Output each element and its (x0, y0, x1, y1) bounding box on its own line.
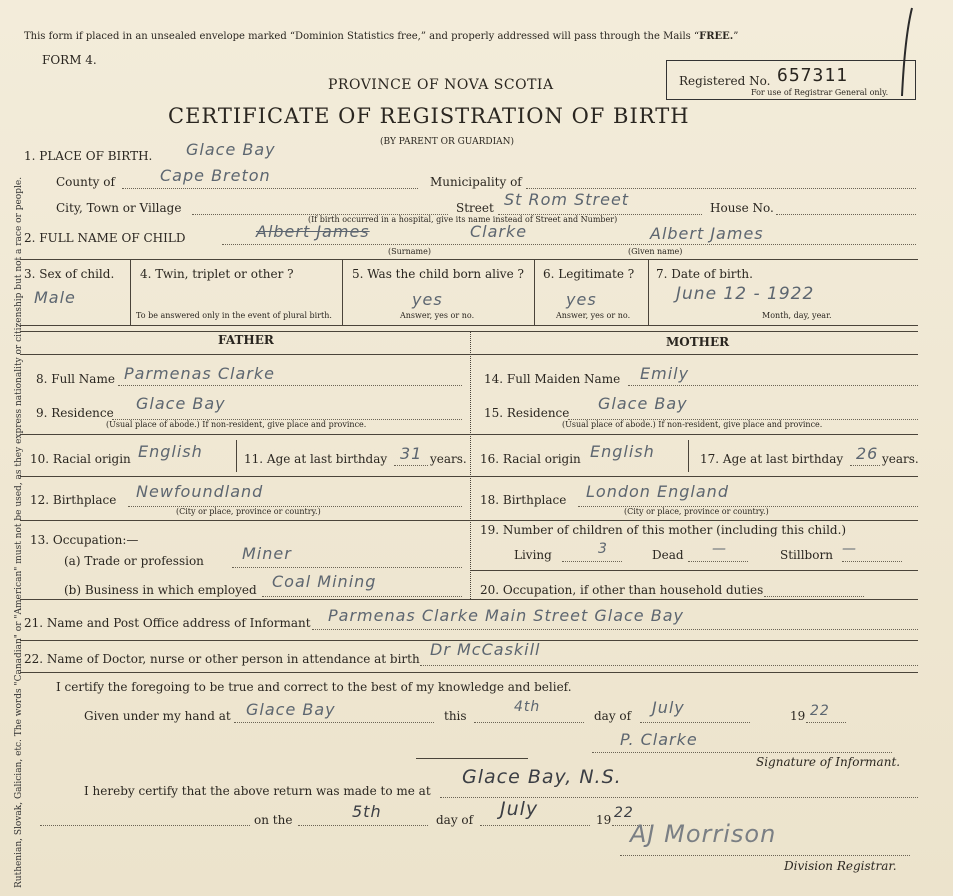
divider (470, 520, 918, 521)
given-place-value: Glace Bay (246, 700, 336, 719)
province-heading: PROVINCE OF NOVA SCOTIA (328, 77, 554, 93)
registrar-day-value: 5th (352, 802, 382, 821)
father-occupation-label: 13. Occupation:— (30, 533, 139, 547)
father-birthplace-note: (City or place, province or country.) (176, 507, 321, 516)
father-residence-note: (Usual place of abode.) If non-resident, give place and province. (106, 420, 367, 429)
father-birthplace-label: 12. Birthplace (30, 493, 117, 507)
registrar-day-of: day of (436, 813, 474, 827)
certify-statement: I certify the foregoing to be true and correct to the best of my knowledge and belief. (56, 680, 572, 694)
mother-age-line (850, 465, 880, 466)
informant-signature: P. Clarke (620, 730, 698, 749)
father-trade-line (232, 567, 462, 568)
year-prefix: 19 (790, 709, 806, 723)
registrar-month-line (480, 825, 590, 826)
on-the-lead-line (40, 825, 250, 826)
legitimate-value: yes (566, 290, 597, 309)
divider (648, 259, 649, 325)
given-day-value: 4th (514, 699, 541, 715)
side-margin-note: Ruthenian, Slovak, Galician, etc. The words "Canadian" or "American" must not be used, as they express nationality or citizenship but not a race or people. (14, 176, 24, 888)
divider (20, 354, 918, 355)
page-title: CERTIFICATE OF REGISTRATION OF BIRTH (168, 104, 690, 128)
registrar-use-note: For use of Registrar General only. (751, 88, 889, 97)
father-name-line (118, 385, 462, 386)
mother-age-value: 26 (856, 444, 879, 463)
given-month-value: July (652, 698, 685, 717)
divider (470, 476, 918, 477)
given-name-caption: (Given name) (628, 247, 683, 256)
given-place-line (234, 722, 434, 723)
father-racial-label: 10. Racial origin (30, 452, 131, 466)
child-name-struck: Albert James (256, 222, 370, 241)
mother-racial-label: 16. Racial origin (480, 452, 581, 466)
stillborn-label: Stillborn (780, 548, 833, 562)
dob-note: Month, day, year. (762, 311, 832, 320)
registered-number: 657311 (777, 65, 849, 86)
street-label: Street (456, 201, 494, 215)
mother-residence-note: (Usual place of abode.) If non-resident, give place and province. (562, 420, 823, 429)
informant-signature-line (592, 752, 892, 753)
dead-label: Dead (652, 548, 684, 562)
informant-label: 21. Name and Post Office address of Informant (24, 616, 311, 630)
registrar-month-value: July (500, 798, 539, 820)
given-hand-label: Given under my hand at (84, 709, 231, 723)
this-label: this (444, 709, 467, 723)
father-business-label: (b) Business in which employed (64, 583, 257, 597)
living-line (562, 561, 622, 562)
father-trade-label: (a) Trade or profession (64, 554, 204, 568)
street-value: St Rom Street (504, 190, 630, 209)
surname-caption: (Surname) (388, 247, 431, 256)
dob-value: June 12 - 1922 (676, 284, 815, 304)
hereby-certify: I hereby certify that the above return was made to me at (84, 784, 431, 798)
mother-name-label: 14. Full Maiden Name (484, 372, 621, 386)
children-count-label: 19. Number of children of this mother (including this child.) (480, 523, 847, 537)
on-the-label: on the (254, 813, 293, 827)
mother-racial-value: English (590, 442, 655, 461)
registrar-place-value: Glace Bay, N.S. (462, 766, 622, 788)
mother-residence-label: 15. Residence (484, 406, 570, 420)
born-alive-note: Answer, yes or no. (400, 311, 475, 320)
informant-value: Parmenas Clarke Main Street Glace Bay (328, 606, 684, 625)
doctor-value: Dr McCaskill (430, 640, 541, 659)
registered-number-box (666, 60, 916, 100)
county-value: Cape Breton (160, 166, 271, 185)
father-residence-value: Glace Bay (136, 394, 226, 413)
divider (20, 331, 918, 332)
child-name-label: 2. FULL NAME OF CHILD (24, 231, 186, 245)
dead-value: — (712, 541, 727, 557)
mother-birthplace-note: (City or place, province or country.) (624, 507, 769, 516)
father-age-label: 11. Age at last birthday (244, 452, 388, 466)
subtitle: (BY PARENT OR GUARDIAN) (380, 137, 515, 147)
living-label: Living (514, 548, 552, 562)
stillborn-line (842, 561, 902, 562)
check-mark-icon (886, 4, 926, 100)
divider (20, 325, 918, 326)
divider (236, 440, 237, 472)
living-value: 3 (598, 541, 608, 557)
informant-line (312, 629, 918, 630)
twin-label: 4. Twin, triplet or other ? (140, 267, 294, 281)
father-age-value: 31 (400, 444, 423, 463)
county-line (122, 188, 418, 189)
doctor-label: 22. Name of Doctor, nurse or other person in attendance at birth (24, 652, 420, 666)
municipality-line (526, 188, 916, 189)
registrar-signature-line (620, 855, 910, 856)
born-alive-value: yes (412, 290, 443, 309)
mother-birthplace-label: 18. Birthplace (480, 493, 567, 507)
born-alive-label: 5. Was the child born alive ? (352, 267, 524, 281)
registered-label: Registered No. (679, 74, 771, 88)
father-name-label: 8. Full Name (36, 372, 115, 386)
child-given-name: Albert James (650, 224, 764, 243)
given-year-line (806, 722, 846, 723)
doctor-line (420, 665, 918, 666)
registrar-signature: AJ Morrison (630, 820, 777, 848)
mother-heading: MOTHER (666, 335, 730, 349)
father-residence-label: 9. Residence (36, 406, 114, 420)
father-heading: FATHER (218, 333, 274, 347)
divider (20, 599, 918, 600)
hospital-note: (If birth occurred in a hospital, give its name instead of Street and Number) (308, 215, 618, 224)
mother-residence-value: Glace Bay (598, 394, 688, 413)
child-name-line (222, 244, 916, 245)
given-day-line (474, 722, 584, 723)
divider (20, 434, 470, 435)
place-of-birth-label: 1. PLACE OF BIRTH. (24, 149, 153, 163)
father-age-line (394, 465, 428, 466)
column-divider (470, 331, 471, 599)
form-number: FORM 4. (42, 53, 97, 67)
registrar-year-prefix: 19 (596, 813, 612, 827)
day-of-label: day of (594, 709, 632, 723)
divider (342, 259, 343, 325)
mother-occupation-line (764, 596, 864, 597)
divider (130, 259, 131, 325)
signature-of-informant: Signature of Informant. (756, 755, 901, 769)
divider (534, 259, 535, 325)
house-line (776, 214, 916, 215)
mother-occupation-label: 20. Occupation, if other than household duties (480, 583, 764, 597)
twin-note: To be answered only in the event of plural birth. (136, 311, 332, 320)
divider (470, 570, 918, 571)
city-label: City, Town or Village (56, 201, 182, 215)
divider (20, 476, 470, 477)
county-label: County of (56, 175, 115, 189)
house-label: House No. (710, 201, 774, 215)
mother-age-label: 17. Age at last birthday (700, 452, 844, 466)
divider (470, 434, 918, 435)
mother-birthplace-value: London England (586, 482, 729, 501)
divider (20, 520, 470, 521)
divider (20, 259, 918, 260)
dead-line (688, 561, 748, 562)
registrar-year-value: 22 (614, 805, 634, 821)
legitimate-note: Answer, yes or no. (556, 311, 631, 320)
given-year-value: 22 (810, 703, 830, 719)
child-surname: Clarke (470, 222, 528, 241)
municipality-label: Municipality of (430, 175, 522, 189)
mother-years: years. (882, 452, 919, 466)
given-month-line (640, 722, 750, 723)
father-birthplace-value: Newfoundland (136, 482, 264, 501)
father-business-line (262, 596, 462, 597)
dob-label: 7. Date of birth. (656, 267, 753, 281)
stillborn-value: — (842, 541, 857, 557)
divider (416, 758, 528, 759)
sex-value: Male (34, 288, 76, 307)
father-business-value: Coal Mining (272, 572, 377, 591)
father-name-value: Parmenas Clarke (124, 364, 275, 383)
place-of-birth-value: Glace Bay (186, 140, 276, 159)
father-racial-value: English (138, 442, 203, 461)
division-registrar-label: Division Registrar. (784, 859, 897, 873)
mailing-note: This form if placed in an unsealed envelope marked “Dominion Statistics free,” and properly addressed will pass through the Mails “FREE.” (24, 31, 739, 42)
mother-name-value: Emily (640, 364, 690, 383)
father-trade-value: Miner (242, 544, 292, 563)
registrar-day-line (298, 825, 428, 826)
legitimate-label: 6. Legitimate ? (543, 267, 635, 281)
father-years: years. (430, 452, 467, 466)
divider (688, 440, 689, 472)
sex-label: 3. Sex of child. (24, 267, 115, 281)
mother-name-line (628, 385, 918, 386)
divider (20, 672, 918, 673)
